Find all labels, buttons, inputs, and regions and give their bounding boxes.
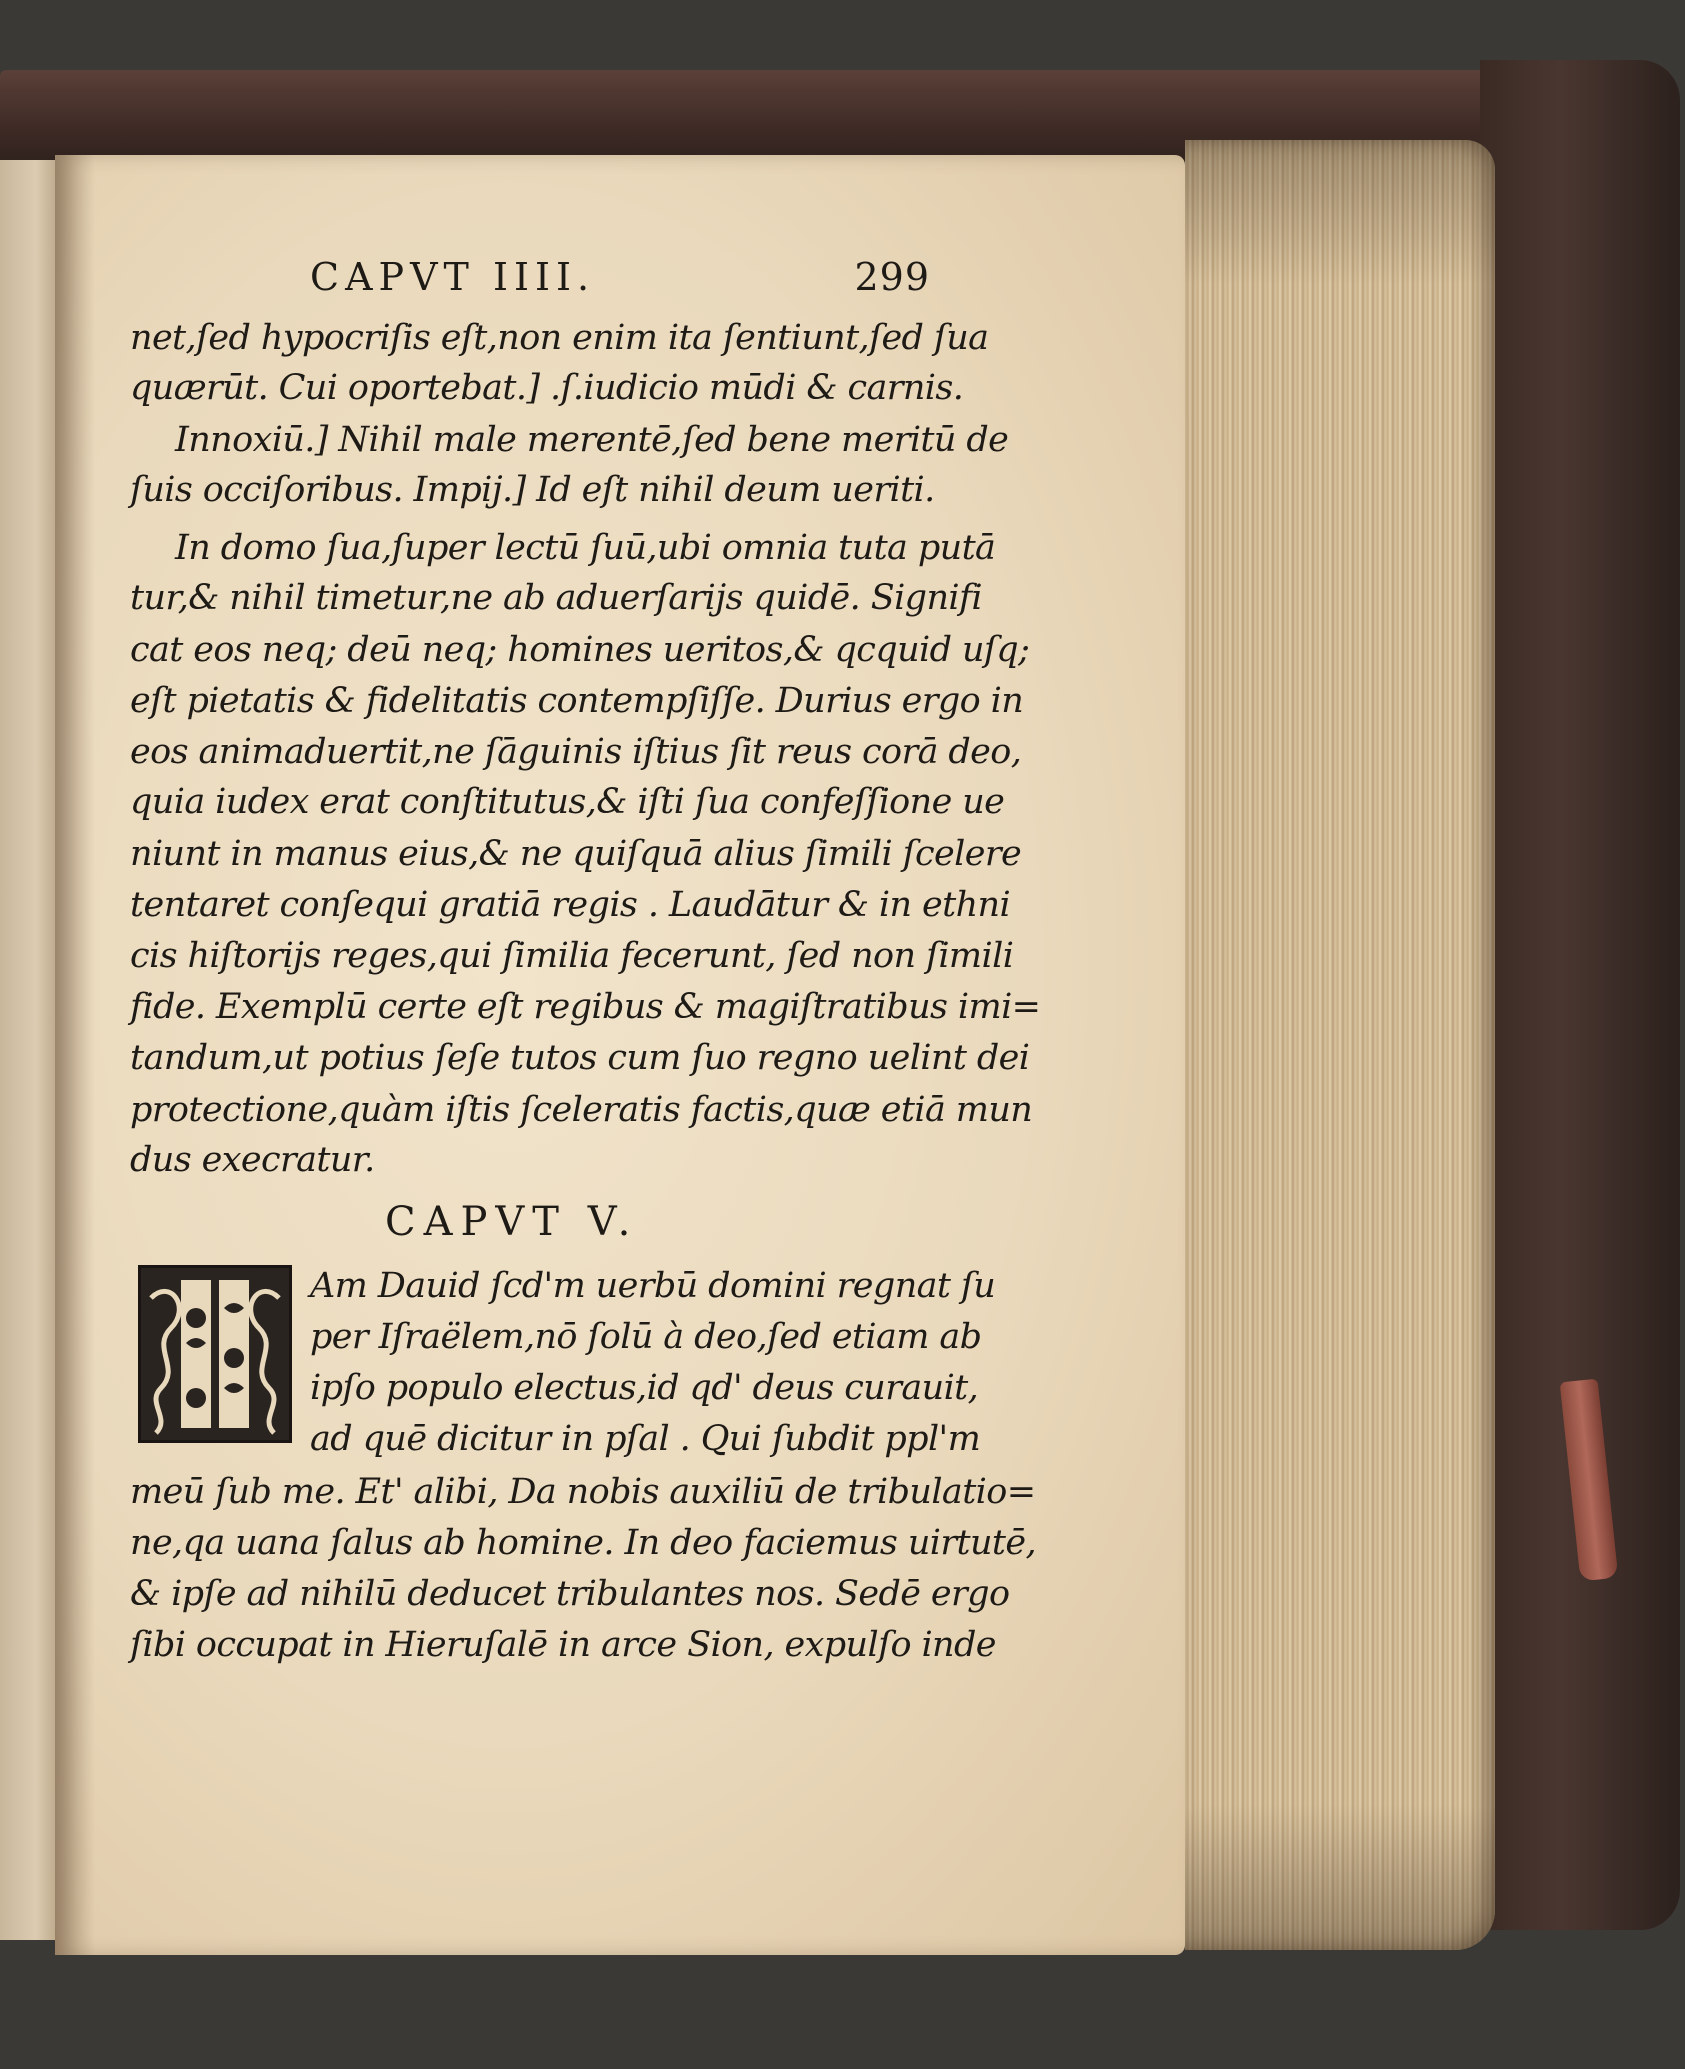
text-line: fide. Exemplū certe eſt regibus & magiſtratibus imi= <box>130 987 1041 1027</box>
text-line: protectione,quàm iſtis ſceleratis factis,quæ etiā mun <box>130 1090 1033 1130</box>
text-line: tandum,ut potius ſeſe tutos cum ſuo regno uelint dei <box>130 1038 1030 1078</box>
text-line: tentaret conſequi gratiā regis . Laudātur & in ethni <box>130 885 1011 925</box>
text-line: Innoxiū.] Nihil male merentē,ſed bene meritū de <box>175 420 1009 460</box>
text-line: net,ſed hypocriſis eſt,non enim ita ſentiunt,ſed ſua <box>130 318 989 358</box>
page-number: 299 <box>854 255 930 299</box>
text-line: tur,& nihil timetur,ne ab aduerſarijs quidē. Signifi <box>130 578 982 618</box>
text-line: dus execratur. <box>130 1140 375 1180</box>
text-line: Am Dauid ſcd'm uerbū domini regnat ſu <box>310 1266 996 1306</box>
decorated-initial-i <box>138 1265 292 1443</box>
running-head <box>130 255 930 307</box>
text-line: cat eos neq; deū neq; homines ueritos,& qcquid uſq; <box>130 630 1030 670</box>
text-line: quærūt. Cui oportebat.] .ſ.iudicio mūdi & carnis. <box>130 368 964 408</box>
left-page-edge <box>0 160 60 1940</box>
text-line: & ipſe ad nihilū deducet tribulantes nos. Sedē ergo <box>130 1574 1010 1614</box>
text-line: ad quē dicitur in pſal . Qui ſubdit ppl'm <box>310 1419 981 1459</box>
text-line: ſuis occiſoribus. Impij.] Id eſt nihil deum ueriti. <box>130 470 935 510</box>
text-line: ipſo populo electus,id qd' deus curauit, <box>310 1368 979 1408</box>
text-line: eſt pietatis & fidelitatis contempſiſſe. Durius ergo in <box>130 681 1024 721</box>
text-line: per Iſraëlem,nō ſolū à deo,ſed etiam ab <box>310 1317 982 1357</box>
text-line: ſibi occupat in Hieruſalē in arce Sion, expulſo inde <box>130 1625 996 1665</box>
text-line: ne,qa uana ſalus ab homine. In deo faciemus uirtutē, <box>130 1523 1036 1563</box>
text-line: quia iudex erat conſtitutus,& iſti ſua confeſſione ue <box>130 782 1005 822</box>
text-line: eos animaduertit,ne ſāguinis iſtius ſit reus corā deo, <box>130 732 1022 772</box>
text-line: niunt in manus eius,& ne quiſquā alius ſimili ſcelere <box>130 834 1022 874</box>
chapter-heading: CAPVT V. <box>385 1199 639 1245</box>
text-line: In domo ſua,ſuper lectū ſuū,ubi omnia tuta putā <box>175 528 996 568</box>
text-line: meū ſub me. Et' alibi, Da nobis auxiliū de tribulatio= <box>130 1472 1036 1512</box>
running-title: CAPVT IIII. <box>310 255 596 299</box>
text-line: cis hiſtorijs reges,qui ſimilia fecerunt, ſed non ſimili <box>130 936 1014 976</box>
book-cover <box>1480 60 1680 1930</box>
